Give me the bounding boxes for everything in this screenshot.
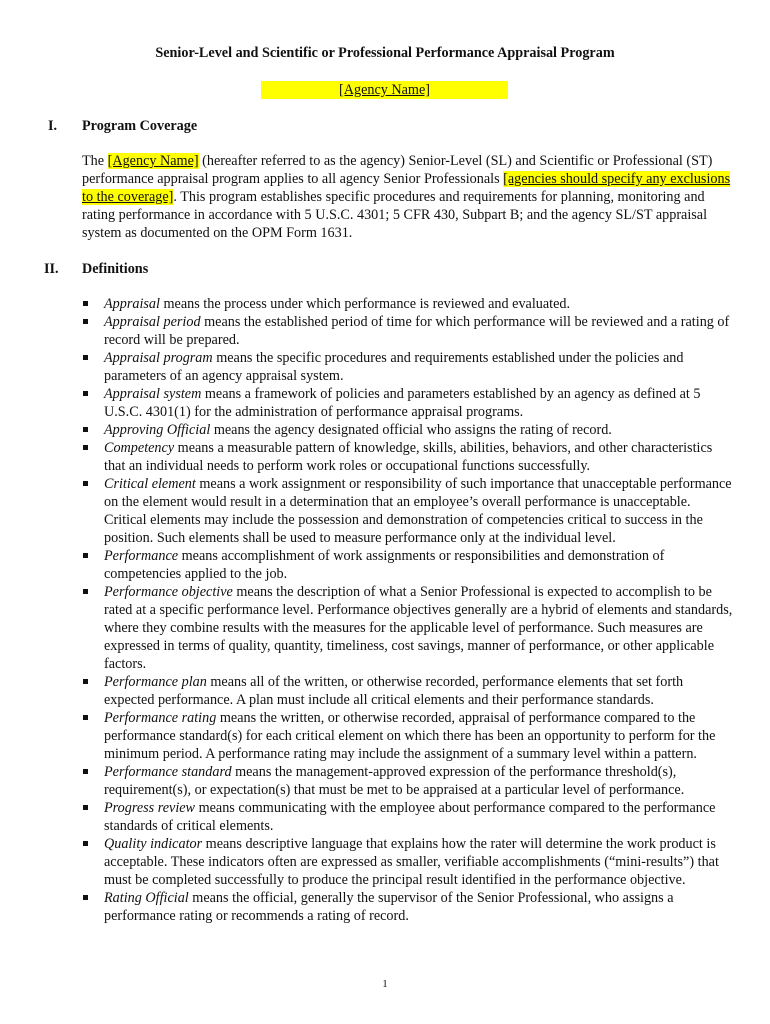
paragraph-text: The: [82, 153, 108, 169]
definition-text: means the description of what a Senior Professional is expected to accomplish to be rated at a specific performance level. Performance objectives generally are a hybrid of elements and standards, where they combine results with the measures for the applicable level of performance. Such measures are expressed in terms of quality, quantity, timeliness, cost savings, manner of performance, or other applicable factors.: [104, 584, 733, 672]
definition-term: Appraisal: [104, 296, 160, 312]
definition-term: Progress review: [104, 800, 196, 816]
section-title: Program Coverage: [82, 118, 198, 134]
definition-text: means the agency designated official who assigns the rating of record.: [210, 422, 612, 438]
definition-text: means a framework of policies and parameters established by an agency as defined at 5 U.S.C. 4301(1) for the administration of performance appraisal programs.: [104, 386, 701, 420]
bullet-icon: [83, 427, 88, 432]
definition-item: [82, 421, 734, 439]
agency-name-placeholder: [Agency Name]: [339, 82, 430, 98]
definition-text: means the established period of time for which performance will be reviewed and a rating of record will be prepared.: [104, 314, 730, 348]
bullet-icon: [83, 355, 88, 360]
definition-term: Critical element: [104, 476, 196, 492]
page-number: 1: [382, 978, 388, 990]
exclusions-highlight: [agencies should specify any exclusions to the coverage]: [82, 171, 731, 205]
definition-text: means the specific procedures and requirements established under the policies and parameters of an agency appraisal system.: [104, 350, 684, 384]
definition-item: [82, 889, 734, 925]
bullet-icon: [83, 481, 88, 486]
definition-text: means descriptive language that explains how the rater will determine the work product is acceptable. These indicators often are expressed as smaller, verifiable accomplishments (“mini-results”) that must be completed successfully to produce the principal result identified in the performance objective.: [104, 836, 719, 888]
bullet-icon: [83, 805, 88, 810]
definition-term: Quality indicator: [104, 836, 203, 852]
bullet-icon: [83, 391, 88, 396]
definition-term: Performance standard: [104, 764, 232, 780]
bullet-icon: [83, 445, 88, 450]
definition-item: [82, 385, 734, 421]
definition-item: [82, 439, 734, 475]
definition-text: means the official, generally the supervisor of the Senior Professional, who assigns a performance rating or recommends a rating of record.: [104, 890, 674, 924]
definition-term: Approving Official: [104, 422, 211, 438]
definition-term: Performance objective: [104, 584, 233, 600]
definition-term: Performance: [104, 548, 179, 564]
definition-text: means the management-approved expression of the performance threshold(s), requirement(s), or expectation(s) that must be met to be appraised at a particular level of performance.: [104, 764, 685, 798]
definition-item: [82, 349, 734, 385]
bullet-icon: [83, 679, 88, 684]
definition-item: [82, 547, 734, 583]
definition-term: Appraisal program: [104, 350, 213, 366]
section-title: Definitions: [82, 261, 149, 277]
bullet-icon: [83, 769, 88, 774]
bullet-icon: [83, 319, 88, 324]
definition-text: means accomplishment of work assignments or responsibilities and demonstration of competencies applied to the job.: [104, 548, 665, 582]
definition-item: [82, 709, 734, 763]
definition-item: [82, 799, 734, 835]
definitions-list: [82, 295, 734, 925]
definition-item: [82, 583, 734, 673]
definition-term: Competency: [104, 440, 175, 456]
definition-item: [82, 313, 734, 349]
program-coverage-paragraph: [82, 152, 734, 242]
definition-text: means a work assignment or responsibility of such importance that unacceptable performance on the element would result in a determination that an employee’s overall performance is unacceptable. Critical elements may include the possession and demonstration of competencies critical to success in the position. Such elements shall be used to measure performance only at the individual level.: [104, 476, 732, 546]
bullet-icon: [83, 301, 88, 306]
bullet-icon: [83, 895, 88, 900]
definition-item: [82, 295, 734, 313]
definition-item: [82, 673, 734, 709]
agency-name-highlight-inline: [Agency Name]: [107, 153, 199, 169]
bullet-icon: [83, 553, 88, 558]
definition-text: means communicating with the employee about performance compared to the performance standards of critical elements.: [104, 800, 716, 834]
definition-term: Appraisal period: [104, 314, 201, 330]
section-number: I.: [48, 118, 58, 134]
bullet-icon: [83, 589, 88, 594]
definition-item: [82, 475, 734, 547]
definition-item: [82, 835, 734, 889]
definition-text: means all of the written, or otherwise recorded, performance elements that set forth expected performance. A plan must include all critical elements and their performance standards.: [104, 674, 684, 708]
paragraph-text: (hereafter referred to as the agency) Senior-Level (SL) and Scientific or Professional (ST) performance appraisal program applies to all agency Senior Professionals: [82, 153, 713, 187]
definition-item: [82, 763, 734, 799]
definition-term: Rating Official: [104, 890, 189, 906]
definition-term: Performance rating: [104, 710, 217, 726]
paragraph-text: . This program establishes specific procedures and requirements for planning, monitoring and rating performance in accordance with 5 U.S.C. 4301; 5 CFR 430, Subpart B; and the agency SL/ST appraisal system as documented on the OPM Form 1631.: [82, 189, 708, 241]
definition-text: means the written, or otherwise recorded, appraisal of performance compared to the performance standard(s) for each critical element on which there has been an opportunity to perform for the minimum period. A performance rating may include the assignment of a summary level within a pattern.: [104, 710, 716, 762]
document-title: Senior-Level and Scientific or Professional Performance Appraisal Program: [155, 45, 615, 61]
definition-text: means a measurable pattern of knowledge, skills, abilities, behaviors, and other characteristics that an individual needs to perform work roles or occupational functions successfully.: [104, 440, 713, 474]
definition-term: Performance plan: [104, 674, 207, 690]
section-number: II.: [44, 261, 59, 277]
bullet-icon: [83, 715, 88, 720]
agency-name-highlight: [261, 81, 508, 99]
definition-text: means the process under which performance is reviewed and evaluated.: [159, 296, 571, 312]
bullet-icon: [83, 841, 88, 846]
definition-term: Appraisal system: [104, 386, 202, 402]
